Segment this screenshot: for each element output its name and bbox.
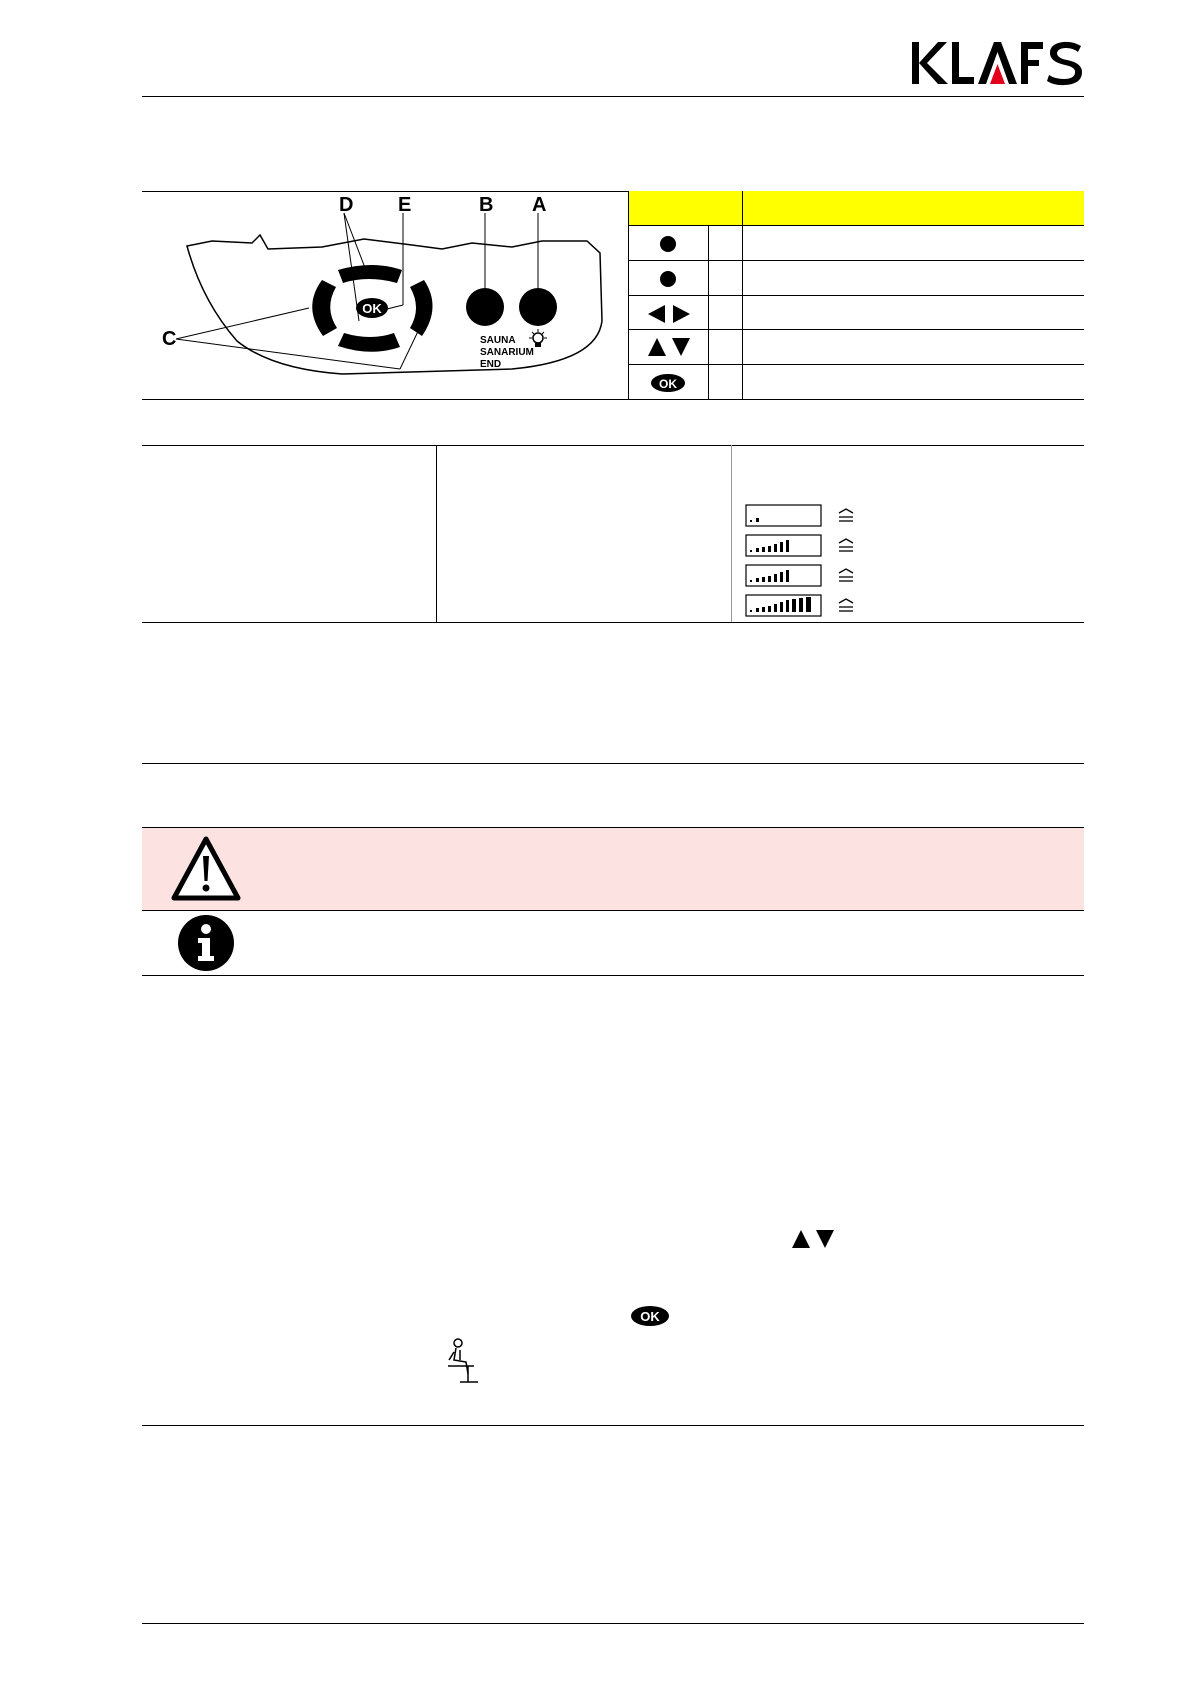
key-row-ok bbox=[628, 365, 1084, 399]
klafs-logo bbox=[910, 38, 1086, 90]
key-row-mode bbox=[628, 261, 1084, 295]
panel-ok-label: OK bbox=[362, 301, 382, 316]
footer-rule bbox=[142, 1623, 1084, 1624]
settings-grid bbox=[142, 445, 1084, 622]
callout-d: D bbox=[339, 194, 354, 216]
key-row-light bbox=[628, 226, 1084, 260]
key-table-header-description bbox=[742, 191, 1084, 225]
info-bottom-rule bbox=[142, 975, 1084, 976]
up-down-arrows-icon bbox=[646, 336, 692, 358]
up-key bbox=[338, 265, 402, 283]
body-ok-label: OK bbox=[640, 1309, 660, 1324]
seated-person-icon bbox=[446, 1338, 480, 1384]
key-table-ok-label: OK bbox=[659, 377, 677, 391]
warning-triangle-icon bbox=[170, 834, 242, 902]
up-down-arrows-icon bbox=[790, 1228, 836, 1250]
level-indicator bbox=[745, 504, 885, 622]
ok-button-icon bbox=[650, 373, 686, 393]
mode-button-label: SAUNA SANARIUM END bbox=[480, 335, 534, 370]
callout-c: C bbox=[162, 328, 177, 350]
dot-icon bbox=[658, 234, 678, 254]
warning-bottom-rule bbox=[142, 910, 1084, 911]
section-rule-3 bbox=[142, 763, 1084, 764]
key-table bbox=[628, 191, 1084, 399]
grid-bottom-rule bbox=[142, 622, 1084, 623]
warning-band bbox=[142, 828, 1084, 910]
callout-a: A bbox=[532, 194, 547, 216]
section-rule-2 bbox=[142, 399, 1084, 400]
key-table-header-symbol bbox=[628, 191, 742, 225]
control-panel-diagram bbox=[142, 191, 628, 399]
callout-b: B bbox=[479, 194, 494, 216]
key-row-up-down bbox=[628, 330, 1084, 364]
level-indicator-graphic bbox=[745, 504, 885, 622]
callout-e: E bbox=[398, 194, 412, 216]
dot-icon bbox=[658, 269, 678, 289]
key-row-left-right bbox=[628, 296, 1084, 330]
header-rule bbox=[142, 96, 1084, 97]
section-rule-5 bbox=[142, 1425, 1084, 1426]
ok-button-icon bbox=[630, 1305, 670, 1327]
info-icon bbox=[177, 914, 235, 972]
left-right-arrows-icon bbox=[646, 303, 692, 325]
